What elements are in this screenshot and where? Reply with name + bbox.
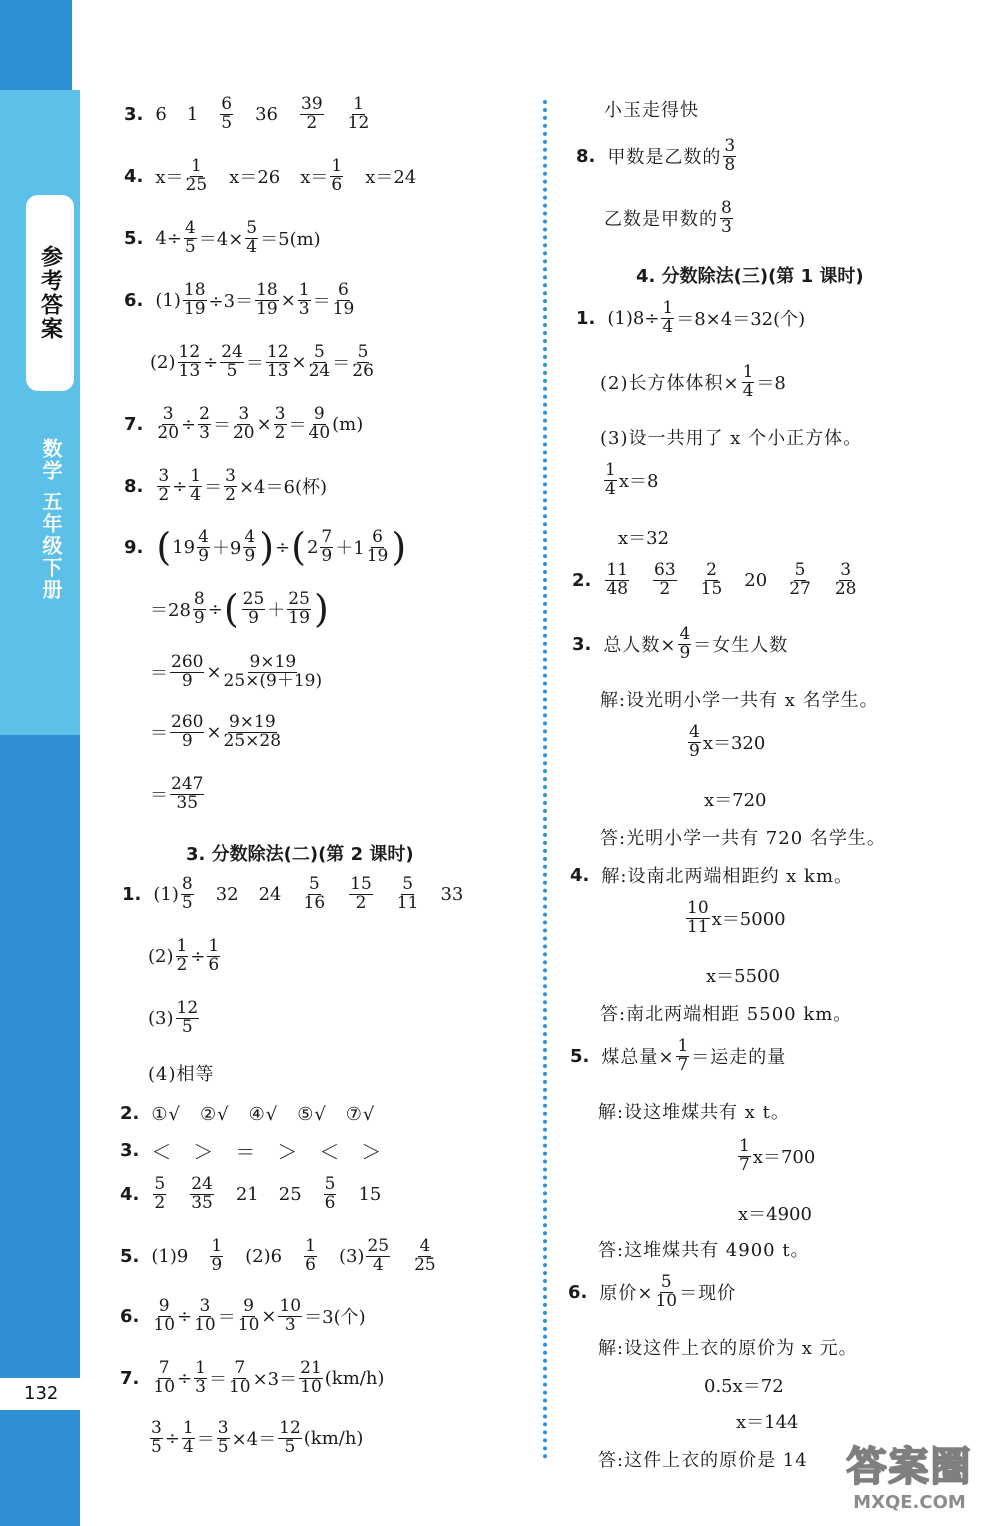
answer-r5-1: 5. 煤总量× $\frac{1}{7}$ ＝运走的量 — [570, 1036, 787, 1075]
answer-q6-1: 6. (1) $\frac{18}{19}$ ÷3＝ $\frac{18}{19}$ × $\frac{1}{3}$ ＝ 6 19 — [124, 280, 355, 319]
answer-r6-4: x＝144 — [736, 1412, 799, 1433]
answer-p1-3: (3) 12 5 — [148, 998, 199, 1037]
answer-r3-5: 答:光明小学一共有 720 名学生。 — [600, 828, 886, 849]
answer-q3: 3. 6 1 6 5 36 39 2 1 12 — [124, 94, 370, 133]
answer-r6-2: 解:设这件上衣的原价为 x 元。 — [598, 1338, 858, 1359]
answer-p1-2: (2) $\frac{1}{2}$ ÷ $\frac{1}{6}$ — [148, 936, 220, 975]
answer-q5: 5. 4÷ $\frac{4}{5}$ ＝4× $\frac{5}{4}$ ＝5(m) — [124, 218, 321, 257]
answer-p7-1: 7. $\frac{7}{10}$ ÷ $\frac{1}{3}$ ＝ $\frac{7}{10}$ ×3＝ 21 10 (km/h) — [120, 1358, 385, 1397]
site-watermark — [827, 1428, 992, 1520]
answer-r1-4: 1 4 x＝8 — [605, 460, 659, 499]
answer-q9-line2: ＝28 $\frac{8}{9}$ ÷ ( 25 9 ＋ 25 19 ) — [150, 587, 329, 631]
answer-p5: 5. (1)9 1 9 (2)6 1 6 (3) 25 4 4 25 — [120, 1236, 436, 1275]
answer-r1-3: (3)设一共用了 x 个小正方体。 — [600, 428, 863, 449]
answer-p3: 3. ＜ ＞ ＝ ＞ ＜ ＞ — [120, 1140, 383, 1164]
answer-r8-2: 乙数是甲数的 8 3 — [604, 198, 732, 237]
column-divider — [543, 100, 547, 1460]
answer-r5-2: 解:设这堆煤共有 x t。 — [598, 1102, 790, 1123]
answer-q8: 8. $\frac{3}{2}$ ÷ $\frac{1}{4}$ ＝ $\frac{3}{2}$ ×4＝6(杯) — [124, 466, 327, 505]
answer-q9-line4: ＝ $\frac{260}{9}$ × $\frac{9\times 19}{25\times 28}$ — [150, 712, 282, 751]
answer-tab: 参考答案 — [26, 195, 74, 391]
answer-r2: 2. 11 48 63 2 2 15 20 5 27 3 28 — [572, 560, 857, 599]
answer-r1-2: (2)长方体体积× $\frac{1}{4}$ ＝8 — [600, 362, 786, 401]
answer-r0: 小玉走得快 — [604, 100, 699, 121]
answer-p1-1: 1. (1) 8 5 32 24 5 16 15 2 5 11 33 — [122, 874, 464, 913]
watermark-url: MXQE.COM — [853, 1492, 966, 1513]
answer-r4-1: 4. 解:设南北两端相距约 x km。 — [570, 864, 854, 887]
section-heading-3: 3. 分数除法(二)(第 2 课时) — [186, 844, 414, 865]
answer-r3-1: 3. 总人数× $\frac{4}{9}$ ＝女生人数 — [572, 624, 789, 663]
answer-p2: 2. ①√ ②√ ④√ ⑤√ ⑦√ — [120, 1102, 376, 1125]
answer-q9-line1: 9. ( 19 4 9 ＋9 4 9 ) ÷ ( 2 7 9 ＋1 6 19 ) — [124, 525, 407, 569]
answer-q9-line3: ＝ $\frac{260}{9}$ × $\frac{9\times 19}{25\times(9+19)}$ — [150, 652, 323, 691]
answer-r1-5: x＝32 — [618, 528, 670, 549]
answer-r5-5: 答:这堆煤共有 4900 t。 — [598, 1240, 810, 1261]
section-heading-4: 4. 分数除法(三)(第 1 课时) — [636, 266, 864, 287]
watermark-logo-text: 答案圈 — [846, 1444, 973, 1490]
answer-q9-line5: ＝ 247 35 — [150, 774, 204, 813]
answer-r1-1: 1. (1)8÷ $\frac{1}{4}$ ＝8×4＝32(个) — [576, 298, 806, 337]
answer-r5-3: 1 7 x＝700 — [739, 1136, 816, 1175]
answer-p1-4: (4)相等 — [148, 1064, 215, 1085]
answer-r6-3: 0.5x＝72 — [704, 1376, 784, 1397]
side-strip — [0, 0, 80, 1526]
strip-middle — [0, 90, 80, 740]
answer-p7-2: $\frac{3}{5}$ ÷ $\frac{1}{4}$ ＝ $\frac{3}{5}$ ×4＝ 12 5 (km/h) — [151, 1418, 364, 1457]
answer-r6-1: 6. 原价× $\frac{5}{10}$ ＝现价 — [568, 1272, 737, 1311]
answer-p6: 6. $\frac{9}{10}$ ÷ $\frac{3}{10}$ ＝ $\frac{9}{10}$ × $\frac{10}{3}$ ＝3(个) — [120, 1296, 366, 1335]
answer-r3-4: x＝720 — [704, 790, 767, 811]
answer-r3-3: 4 9 x＝320 — [689, 722, 766, 761]
answer-q7: 7. $\frac{3}{20}$ ÷ $\frac{2}{3}$ ＝ $\frac{3}{20}$ × $\frac{3}{2}$ ＝ 9 40 (m) — [124, 404, 364, 443]
page-number: 132 — [0, 1378, 80, 1410]
answer-p4: 4. 5 2 24 35 21 25 5 6 15 — [120, 1174, 382, 1213]
answer-r6-5: 答:这件上衣的原价是 14 — [598, 1450, 808, 1471]
answer-r4-4: 答:南北两端相距 5500 km。 — [600, 1004, 853, 1025]
answer-r4-3: x＝5500 — [706, 966, 780, 987]
answer-q4: 4. x＝ 1 25 x＝26 x＝ 1 6 x＝24 — [124, 156, 417, 195]
answer-r8-1: 8. 甲数是乙数的 3 8 — [576, 136, 736, 175]
answer-q6-2: (2) $\frac{12}{13}$ ÷ $\frac{24}{5}$ ＝ $\frac{12}{13}$ × $\frac{5}{24}$ ＝ 5 26 — [150, 342, 374, 381]
subject-label: 数学 五年级下册 — [39, 438, 63, 601]
answer-r4-2: 10 11 x＝5000 — [687, 898, 786, 937]
answer-r3-2: 解:设光明小学一共有 x 名学生。 — [600, 690, 879, 711]
answer-r5-4: x＝4900 — [738, 1204, 812, 1225]
